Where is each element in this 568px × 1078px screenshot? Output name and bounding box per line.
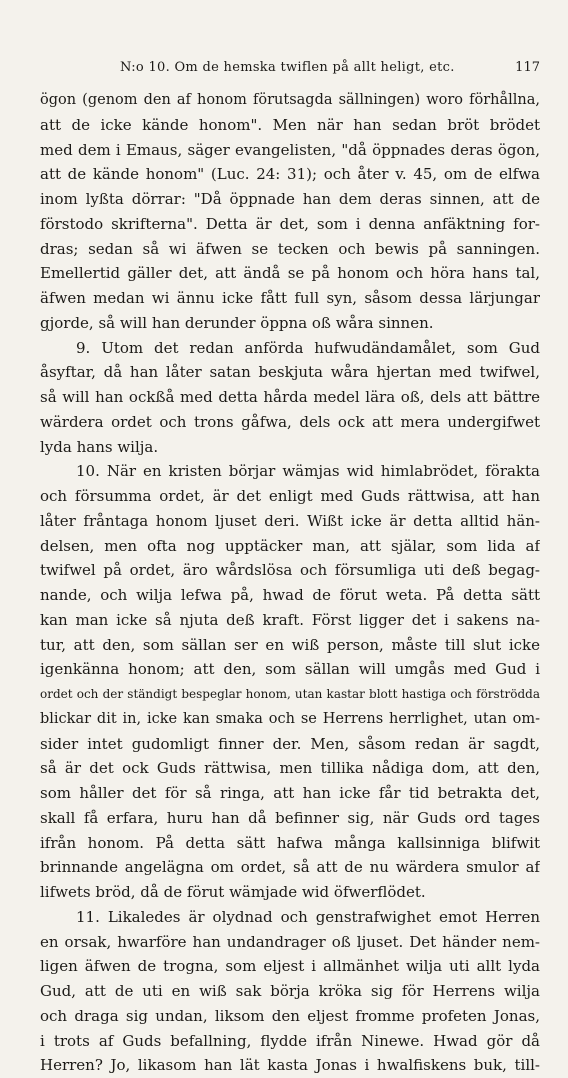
page-number: 117: [515, 60, 540, 75]
text-line: 10. När en kristen börjar wämjas wid himlabrödet, förakta: [76, 462, 540, 481]
text-line: ögon (genom den af honom förutsagda sällningen) woro förhållna,: [40, 92, 540, 108]
page-header: [40, 60, 540, 82]
text-line: 9. Utom det redan anförda hufwudändamålet, som Gud: [76, 338, 540, 357]
text-line: förstodo skrifterna". Detta är det, som i denna anfäktning for-: [40, 214, 540, 233]
text-line: att de kände honom" (Luc. 24: 31); och åter v. 45, om de elfwa: [40, 165, 540, 184]
text-line: tur, att den, som sällan ser en wiß person, måste till slut icke: [40, 635, 540, 654]
text-line: i trots af Guds befallning, flydde ifrån Ninewe. Hwad gör då: [40, 1031, 540, 1050]
text-line: med dem i Emaus, säger evangelisten, "då öppnades deras ögon,: [40, 140, 540, 159]
text-line: igenkänna honom; att den, som sällan will umgås med Gud i: [40, 660, 540, 679]
text-line: ifrån honom. På detta sätt hafwa många kallsinniga blifwit: [40, 833, 540, 852]
text-line: inom lyßta dörrar: "Då öppnade han dem deras sinnen, att de: [40, 190, 540, 208]
text-line: äfwen medan wi ännu icke fått full syn, såsom dessa lärjungar: [40, 289, 540, 307]
text-line: som håller det för så ringa, att han icke får tid betrakta det,: [40, 784, 540, 802]
text-line: ordet och der ständigt bespeglar honom, utan kastar blott hastiga och förströdda: [40, 687, 540, 701]
text-line: kan man icke så njuta deß kraft. Först ligger det i sakens na-: [40, 610, 540, 629]
text-line: Gud, att de uti en wiß sak börja kröka sig för Herrens wilja: [40, 982, 540, 1000]
text-line: låter fråntaga honom ljuset deri. Wißt icke är detta alltid hän-: [40, 511, 540, 530]
text-line: 11. Likaledes är olydnad och genstrafwighet emot Herren: [76, 907, 540, 926]
body-text: [40, 88, 540, 1078]
running-head: N:o 10. Om de hemska twiflen på allt heligt, etc.: [120, 60, 455, 75]
text-line: Herren? Jo, likasom han lät kasta Jonas i hwalfiskens buk, till-: [40, 1056, 540, 1075]
text-line: gjorde, så will han derunder öppna oß wåra sinnen.: [40, 313, 434, 332]
text-line: sider intet gudomligt finner der. Men, såsom redan är sagdt,: [40, 734, 540, 753]
text-line: blickar dit in, icke kan smaka och se Herrens herrlighet, utan om-: [40, 710, 540, 727]
text-line: wärdera ordet och trons gåfwa, dels ock att mera undergifwet: [40, 412, 540, 431]
text-line: åsyftar, då han låter satan beskjuta wåra hjertan med twifwel,: [40, 363, 540, 382]
text-line: twifwel på ordet, äro wårdslösa och försumliga uti deß begag-: [40, 561, 540, 580]
text-line: ligen äfwen de trogna, som eljest i allmänhet wilja uti allt lyda: [40, 957, 540, 976]
text-line: lyda hans wilja.: [40, 437, 159, 456]
text-line: skall få erfara, huru han då befinner sig, när Guds ord tages: [40, 808, 540, 827]
text-line: delsen, men ofta nog upptäcker man, att själar, som lida af: [40, 536, 540, 555]
text-line: nande, och wilja lefwa på, hwad de förut weta. På detta sätt: [40, 586, 540, 604]
text-line: att de icke kände honom". Men när han sedan bröt brödet: [40, 115, 540, 134]
text-line: så will han ockßå med detta hårda medel lära oß, dels att bättre: [40, 388, 540, 406]
text-line: dras; sedan så wi äfwen se tecken och bewis på sanningen.: [40, 239, 540, 258]
text-line: brinnande angelägna om ordet, så att de nu wärdera smulor af: [40, 858, 540, 877]
text-line: och draga sig undan, liksom den eljest fromme profeten Jonas,: [40, 1006, 540, 1025]
text-line: så är det ock Guds rättwisa, men tillika nådiga dom, att den,: [40, 759, 540, 778]
text-line: Emellertid gäller det, att ändå se på honom och höra hans tal,: [40, 264, 540, 283]
text-line: en orsak, hwarföre han undandrager oß ljuset. Det händer nem-: [40, 932, 540, 951]
text-line: lifwets bröd, då de förut wämjade wid öfwerflödet.: [40, 883, 426, 901]
text-line: och försumma ordet, är det enligt med Guds rättwisa, att han: [40, 487, 540, 505]
